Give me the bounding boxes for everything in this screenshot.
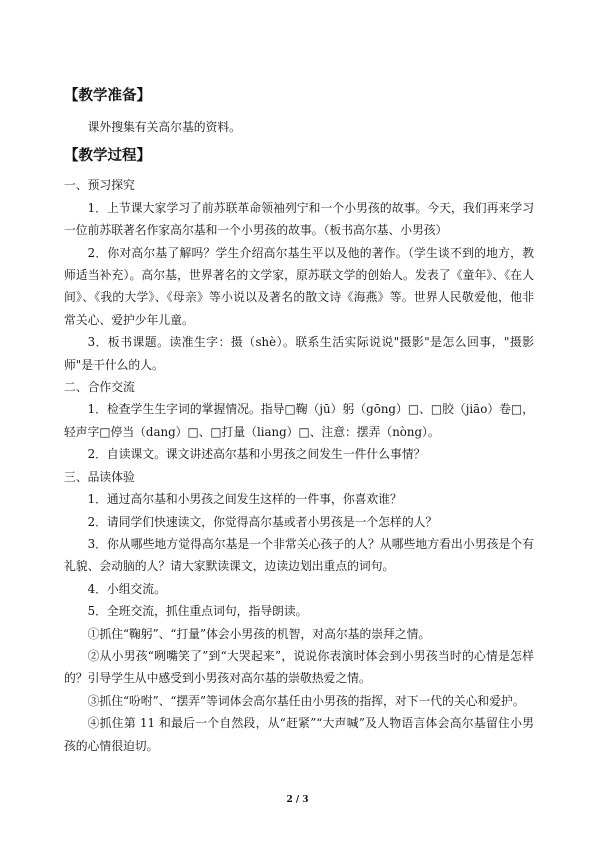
paragraph: 5．全班交流，抓住重点词句，指导朗读。 xyxy=(87,604,308,619)
document-body xyxy=(64,86,534,757)
section-title-reading: 三、品读体验 xyxy=(64,469,135,484)
heading-teaching-prep: 【教学准备】 xyxy=(64,88,151,104)
heading-teaching-process: 【教学过程】 xyxy=(64,148,151,165)
paragraph: ②从小男孩“咧嘴笑了”到“大哭起来”，说说你表演时体会到小男孩当时的心情是怎样的？引导学生从中感受到小男孩对高尔基的崇敬热爱之情。 xyxy=(64,648,534,686)
paragraph: 1．通过高尔基和小男孩之间发生这样的一件事，你喜欢谁？ xyxy=(87,492,402,507)
paragraph: ④抓住第 11 和最后一个自然段，从“赶紧”“大声喊”及人物语言体会高尔基留住小男孩的心情很迫切。 xyxy=(64,716,534,753)
paragraph: 2．请同学们快速读文，你觉得高尔基或者小男孩是一个怎样的人？ xyxy=(87,514,438,529)
paragraph: 3．你从哪些地方觉得高尔基是一个非常关心孩子的人？从哪些地方看出小男孩是个有礼貌、会动脑的人？请大家默读课文，边读边划出重点的词句。 xyxy=(64,536,534,574)
paragraph: 1．检查学生生字词的掌握情况。指导□鞠（jū）躬（gōng）□、□胶（jiāo）卷□，轻声字□停当（dang）□、□打量（liang）□、注意：摆弄（nòng）。 xyxy=(64,402,534,439)
paragraph: 2．你对高尔基了解吗？学生介绍高尔基生平以及他的著作。（学生谈不到的地方，教师适当补充）。高尔基，世界著名的文学家，原苏联文学的创始人。发表了《童年》、《在人间》、《我的大学》、《母亲》等小说以及著名的散文诗《海燕》等。世界人民敬爱他，他非常关心、爱护少年儿童。 xyxy=(64,245,534,327)
page-number: 2 / 3 xyxy=(286,795,309,805)
paragraph: 3．板书课题。读准生字：摄（shè）。联系生活实际说说"摄影"是怎么回事，"摄影师"是干什么的人。 xyxy=(64,335,534,372)
section-title-preview: 一、预习探究 xyxy=(64,178,135,193)
paragraph: 2．自读课文。课文讲述高尔基和小男孩之间发生一件什么事情？ xyxy=(87,447,426,462)
section-title-cooperation: 二、合作交流 xyxy=(64,380,135,395)
paragraph: 4．小组交流。 xyxy=(87,581,166,596)
paragraph: ③抓住“吩咐”、“摆弄”等词体会高尔基任由小男孩的指挥，对下一代的关心和爱护。 xyxy=(87,693,525,708)
paragraph: ①抓住“鞠躬”、“打量”体会小男孩的机智，对高尔基的崇拜之情。 xyxy=(87,626,431,641)
prep-text: 课外搜集有关高尔基的资料。 xyxy=(87,120,241,134)
paragraph: 1．上节课大家学习了前苏联革命领袖列宁和一个小男孩的故事。今天，我们再来学习一位前苏联著名作家高尔基和一个小男孩的故事。（板书高尔基、小男孩） xyxy=(64,200,534,238)
